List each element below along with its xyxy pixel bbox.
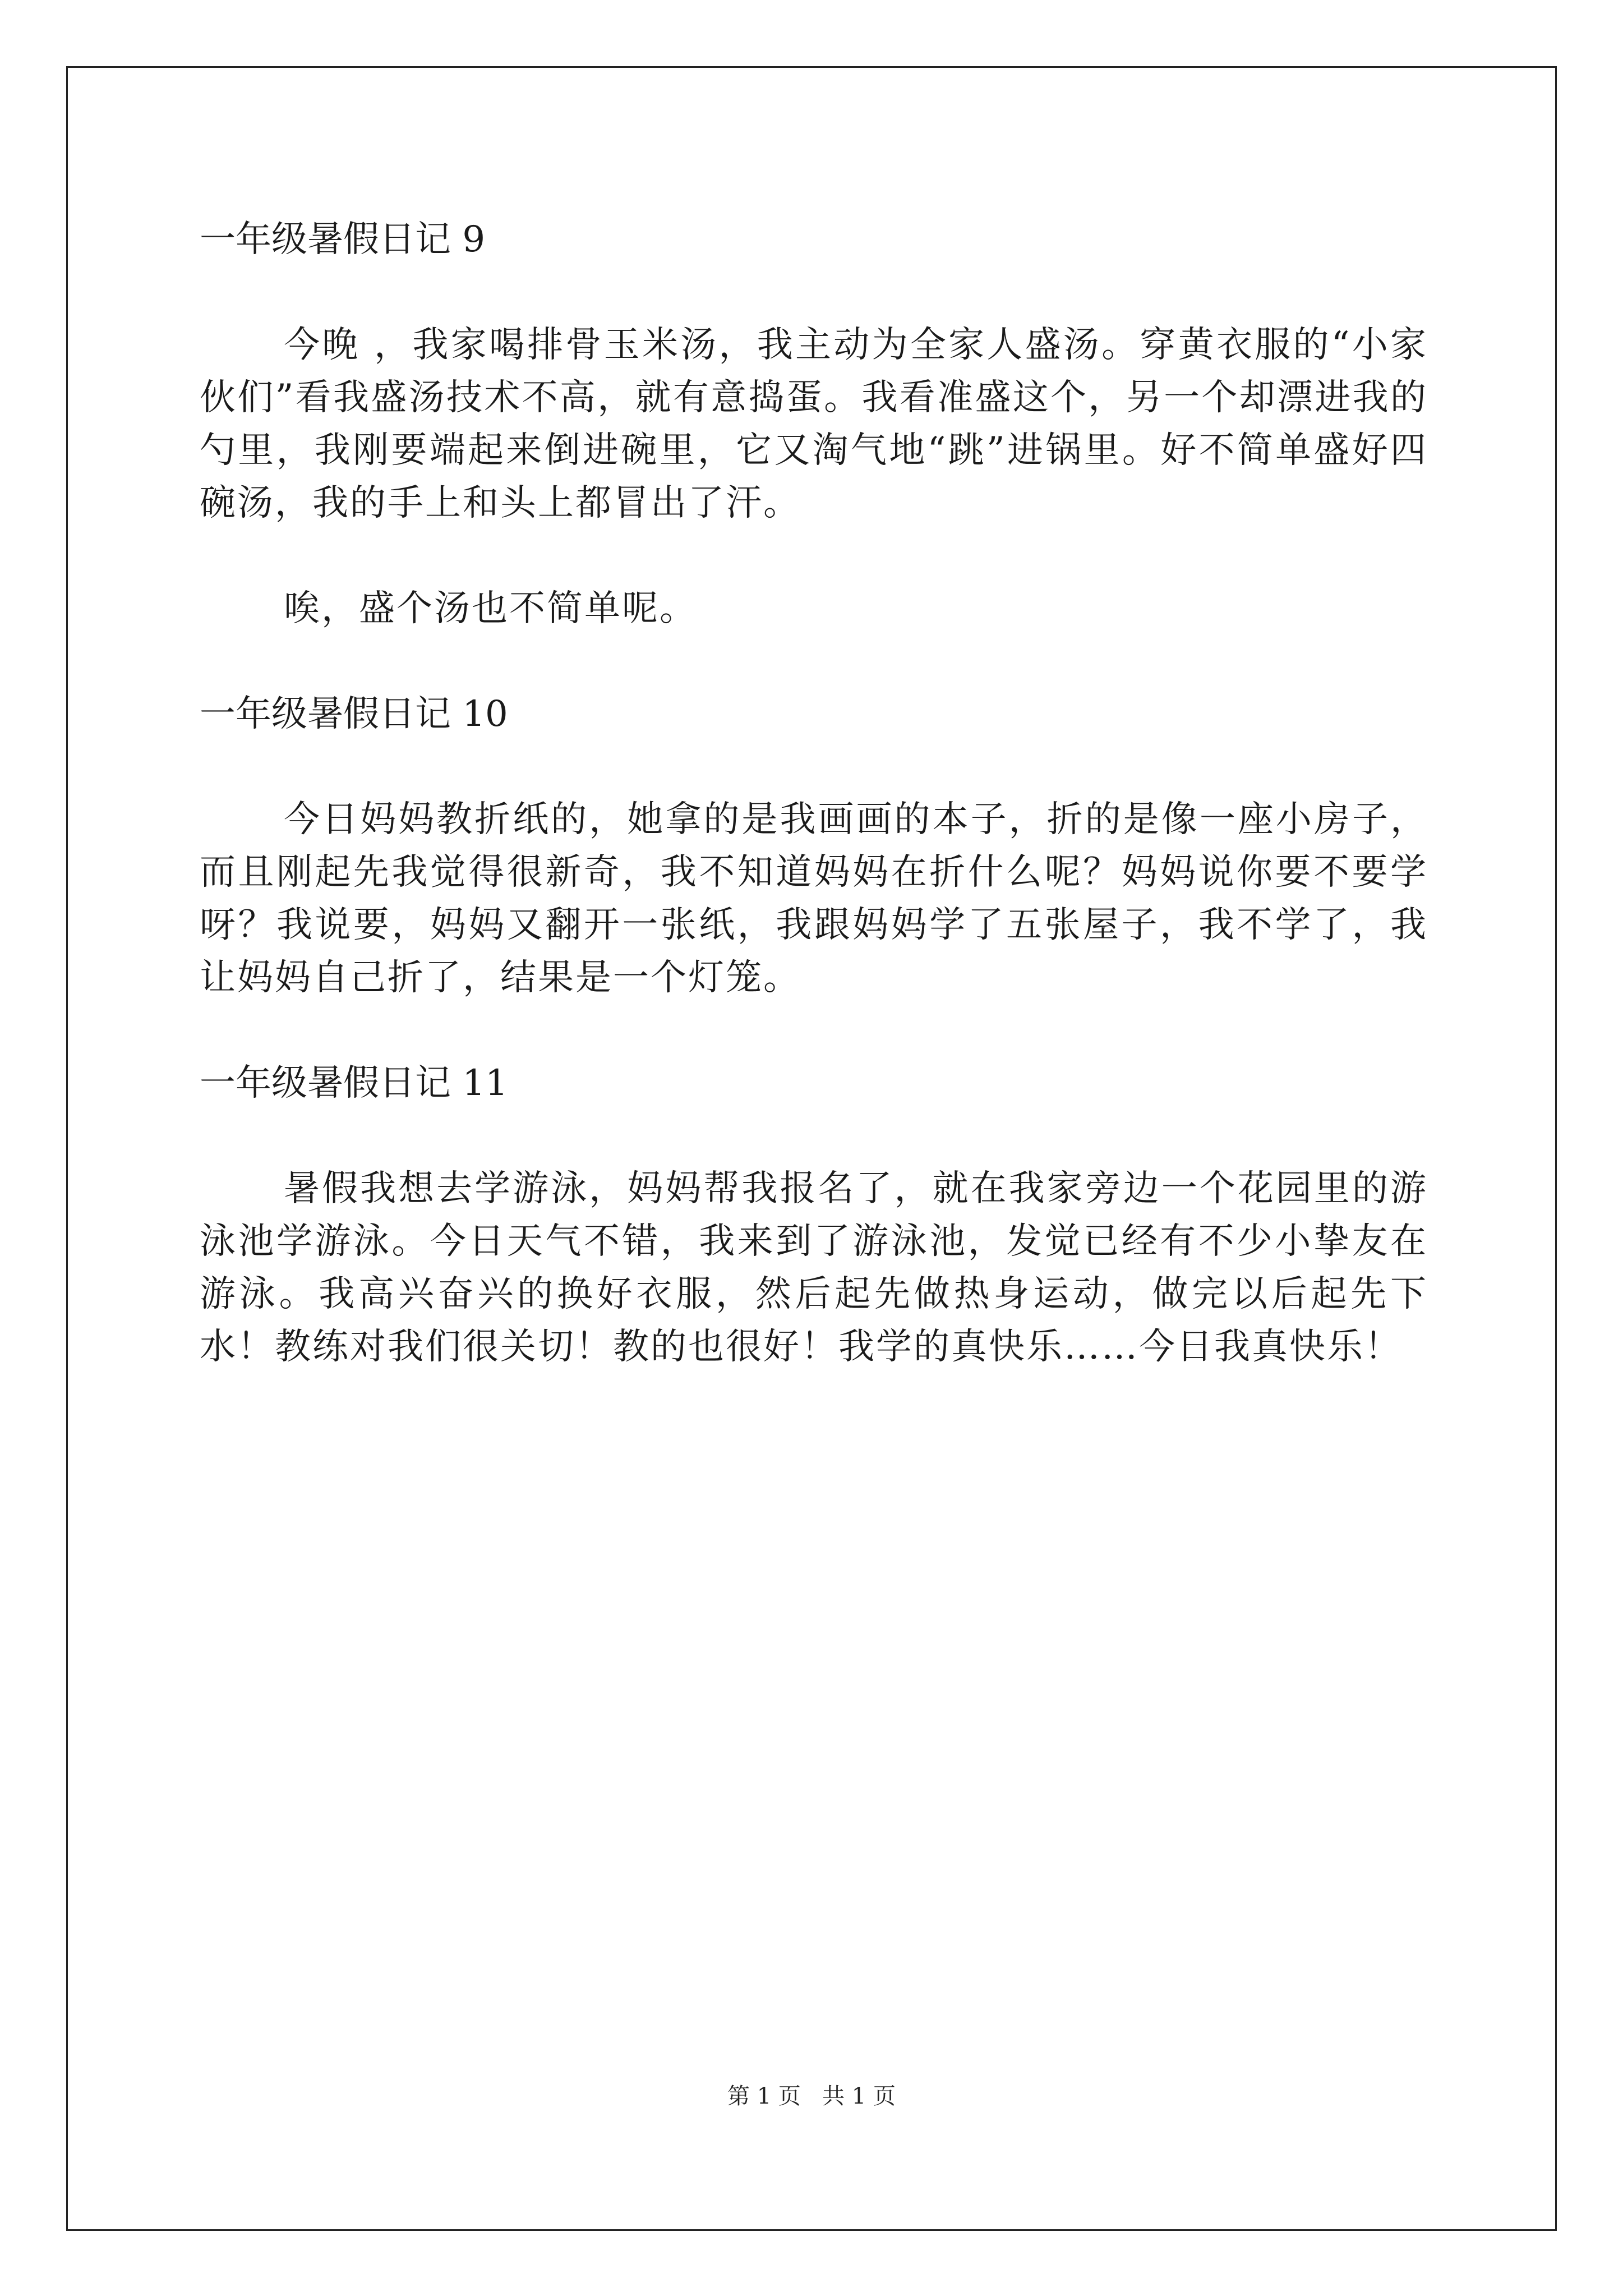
entry-title: 一年级暑假日记 9 <box>200 219 486 260</box>
page-footer: 第 1 页 共 1 页 <box>727 2083 896 2109</box>
entry-title: 一年级暑假日记 10 <box>200 693 508 735</box>
entry-paragraph: 今日妈妈教折纸的，她拿的是我画画的本子，折的是像一座小房子，而且刚起先我觉得很新奇，我不知道妈妈在折什么呢？妈妈说你要不要学呀？我说要，妈妈又翻开一张纸，我跟妈妈学了五张屋子，我不学了，我让妈妈自己折了，结果是一个灯笼。 <box>200 799 1428 999</box>
entry-paragraph: 今晚 ，我家喝排骨玉米汤，我主动为全家人盛汤。穿黄衣服的“小家伙们”看我盛汤技术不高，就有意捣蛋。我看准盛这个，另一个却漂进我的勺里，我刚要端起来倒进碗里，它又淘气地“跳”进锅里。好不简单盛好四碗汤，我的手上和头上都冒出了汗。 <box>200 324 1428 524</box>
entry-paragraph: 唉，盛个汤也不简单呢。 <box>284 588 697 629</box>
entry-title: 一年级暑假日记 11 <box>200 1062 508 1104</box>
entry-paragraph: 暑假我想去学游泳，妈妈帮我报名了，就在我家旁边一个花园里的游泳池学游泳。今日天气不错，我来到了游泳池，发觉已经有不少小挚友在游泳。我高兴奋兴的换好衣服，然后起先做热身运动，做完以后起先下水！教练对我们很关切！教的也很好！我学的真快乐……今日我真快乐！ <box>200 1168 1428 1368</box>
document-body <box>200 213 1428 1426</box>
